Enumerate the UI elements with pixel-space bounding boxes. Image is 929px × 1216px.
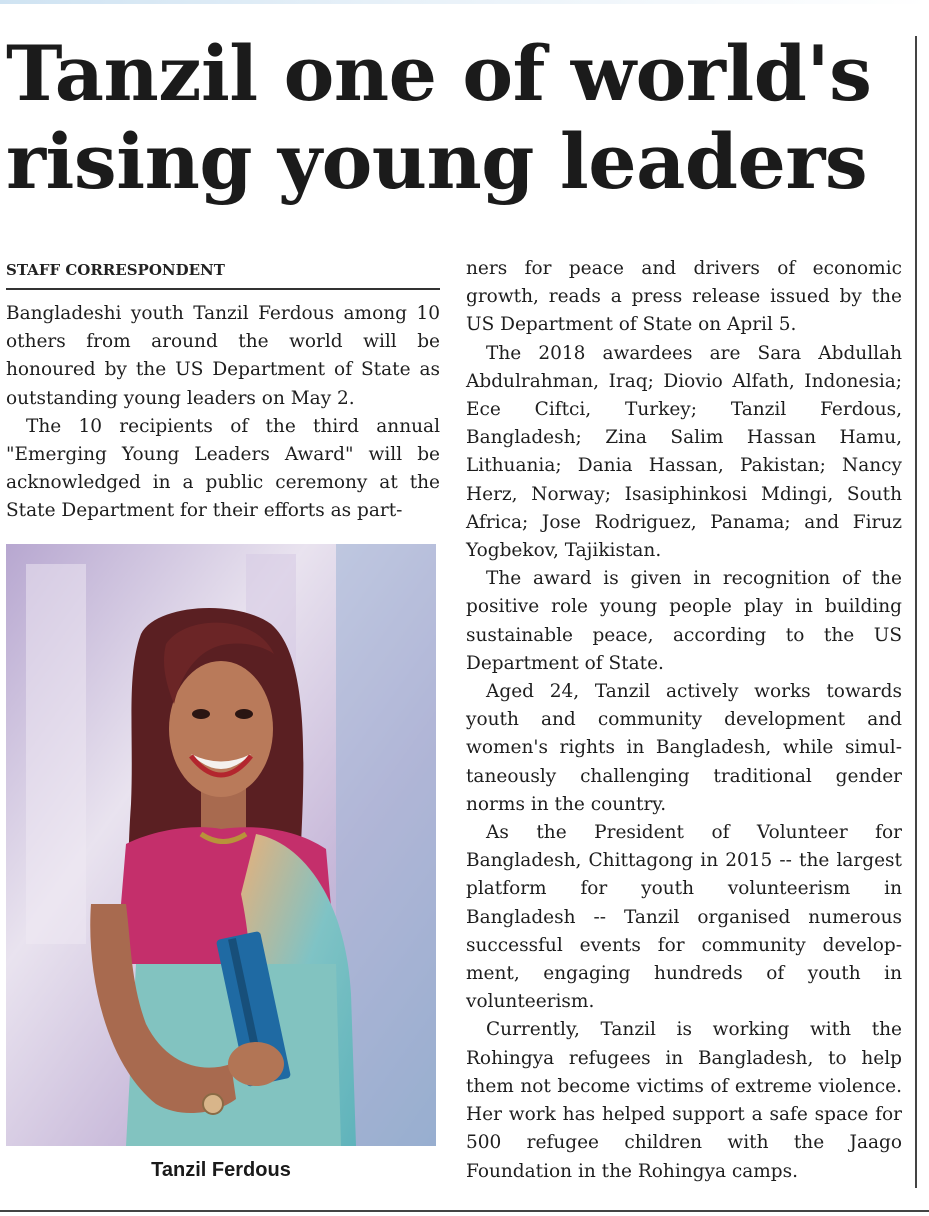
photo-caption: Tanzil Ferdous [151, 1159, 291, 1181]
column-rule-right [915, 36, 917, 1188]
paragraph: The 10 recipients of the third annual "Emerging Young Leaders Award" will be acknowledged in a public ceremony at the State Department for their efforts as part- [6, 415, 440, 522]
paragraph: The award is given in recognition of the positive role young people play in building sustainable peace, according to the US Department of State. [466, 568, 902, 674]
article-column-right [466, 255, 902, 1186]
paragraph: The 2018 awardees are Sara Abdullah Abdulrahman, Iraq; Diovio Alfath, Indonesia; Ece Ciftci, Turkey; Tanzil Ferdous, Bangladesh; Zina Salim Hassan Hamu, Lithuania; Dania Hassan, Pakistan; Nancy Herz, Norway; Isasiphinkosi Mdingi, South Africa; Jose Rodriguez, Panama; and Firuz Yogbekov, Tajikistan. [466, 342, 902, 562]
paragraph: Aged 24, Tanzil actively works towards youth and community development and women's rights in Bangladesh, while simultaneously challenging traditional gender norms in the country. [466, 681, 902, 815]
article-headline: Tanzil one of world's rising young leaders [6, 29, 872, 206]
top-color-strip [0, 0, 929, 4]
portrait-photo [6, 544, 436, 1146]
paragraph: Currently, Tanzil is working with the Rohingya refugees in Bangladesh, to help them not become victims of extreme violence. Her work has helped support a safe space for 500 refugee children with the Jaago Foundation in the Rohingya camps. [466, 1019, 902, 1182]
paragraph: As the President of Volunteer for Bangladesh, Chittagong in 2015 -- the largest platform for youth volunteerism in Bangladesh -- Tanzil organised numerous successful events for community development, engaging hundreds of youth in volunteerism. [466, 822, 902, 1013]
paragraph: Bangladeshi youth Tanzil Ferdous among 10 others from around the world will be honoured by the US Department of State as outstanding young leaders on May 2. [6, 303, 440, 409]
article-column-left [6, 300, 440, 526]
portrait-illustration [6, 544, 436, 1146]
byline-divider [6, 288, 440, 290]
paragraph: ners for peace and drivers of economic growth, reads a press release issued by the US Department of State on April 5. [466, 258, 902, 336]
bottom-rule [0, 1210, 929, 1212]
byline: STAFF CORRESPONDENT [6, 261, 225, 279]
